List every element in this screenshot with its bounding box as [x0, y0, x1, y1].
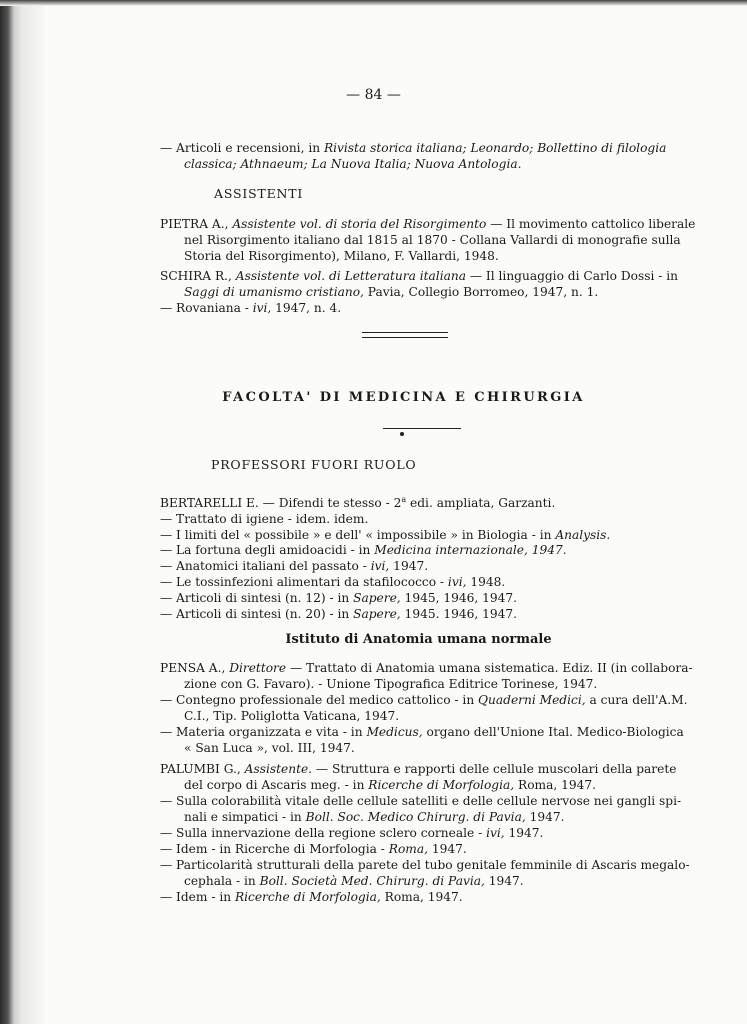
- bertarelli-line: [160, 543, 685, 559]
- text-span: ivi,: [252, 301, 272, 315]
- text-span: — Trattato di Anatomia umana sistematica. Ediz. II (in collabora-: [286, 661, 693, 675]
- text-span: — Sulla colorabilità vitale delle cellule satelliti e delle cellule nervose nei gangli spi-: [160, 794, 682, 808]
- text-span: Ricerche di Morfologia,: [234, 890, 381, 904]
- bertarelli-line: [160, 528, 685, 544]
- faculty-title: FACOLTA' DI MEDICINA E CHIRURGIA: [222, 390, 585, 405]
- text-span: Medicina internazionale, 1947.: [374, 543, 567, 558]
- text-span: — Rovaniana -: [160, 301, 253, 315]
- entry-articoli: [160, 141, 709, 173]
- text-span: classica; Athnaeum; La Nuova Italia; Nuova Antologia.: [184, 156, 522, 171]
- text-span: PALUMBI G.,: [160, 762, 245, 776]
- text-span: PIETRA A.,: [160, 217, 233, 231]
- entry-palumbi: [160, 762, 709, 794]
- bertarelli-line: [160, 607, 685, 623]
- text-span: 1947.: [504, 826, 544, 840]
- text-span: — Trattato di igiene - idem. idem.: [160, 511, 369, 526]
- text-span: 1945, 1946, 1947.: [400, 590, 517, 605]
- entry-palumbi-idem: [160, 842, 709, 858]
- text-span: PENSA A.,: [160, 661, 230, 675]
- text-span: ivi,: [486, 826, 505, 840]
- bertarelli-line: [160, 559, 685, 575]
- text-span: 1948.: [466, 575, 506, 590]
- text-span: edi. ampliata, Garzanti.: [406, 496, 556, 511]
- text-span: 1947.: [484, 873, 524, 888]
- text-span: — Idem - in: [160, 890, 235, 904]
- heading-professori-fuori-ruolo: PROFESSORI FUORI RUOLO: [211, 457, 417, 472]
- text-span: Storia del Risorgimento), Milano, F. Vallardi, 1948.: [184, 248, 499, 263]
- text-span: 1947.: [525, 809, 565, 824]
- text-span: — Le tossinfezioni alimentari da stafilococco -: [160, 575, 448, 590]
- text-span: nali e simpatici - in: [184, 809, 306, 824]
- text-span: organo dell'Unione Ital. Medico-Biologica: [422, 725, 684, 739]
- text-span: — La fortuna degli amidoacidi - in: [160, 543, 375, 558]
- entry-palumbi-idem-2: [160, 890, 709, 906]
- text-span: 1945. 1946, 1947.: [400, 606, 517, 621]
- text-span: Assistente.: [244, 762, 313, 776]
- text-span: cephala - in: [184, 873, 260, 888]
- entry-schira: [160, 269, 709, 301]
- text-span: Boll. Soc. Medico Chirurg. di Pavia,: [305, 809, 526, 824]
- text-span: a cura dell'A.M.: [585, 693, 688, 707]
- text-span: Saggi di umanismo cristiano,: [184, 284, 364, 299]
- text-span: 1947, n. 4.: [271, 301, 342, 315]
- text-span: Ricerche di Morfologia,: [368, 777, 515, 792]
- text-span: Boll. Società Med. Chirurg. di Pavia,: [259, 873, 485, 888]
- text-span: Analysis.: [555, 527, 611, 542]
- text-span: — Idem - in Ricerche di Morfologia -: [160, 842, 389, 856]
- text-span: — Il linguaggio di Carlo Dossi - in: [466, 269, 679, 283]
- bertarelli-line: [160, 591, 685, 607]
- text-span: Quaderni Medici,: [478, 693, 586, 707]
- text-span: C.I., Tip. Poliglotta Vaticana, 1947.: [184, 708, 400, 723]
- text-span: — Particolarità strutturali della parete del tubo genitale femminile di Ascaris megalo-: [160, 858, 690, 872]
- text-span: — Struttura e rapporti delle cellule muscolari della parete: [312, 762, 677, 776]
- text-span: Pavia, Collegio Borromeo, 1947, n. 1.: [363, 284, 599, 299]
- istituto-title: Istituto di Anatomia umana normale: [285, 632, 552, 647]
- text-span: — Materia organizzata e vita - in: [160, 725, 367, 739]
- text-span: Sapere,: [353, 590, 401, 605]
- text-span: Medicus,: [366, 725, 423, 739]
- text-span: — Articoli di sintesi (n. 20) - in: [160, 606, 354, 621]
- text-span: Rivista storica italiana; Leonardo; Bollettino di filologia: [323, 141, 667, 155]
- text-span: — Il movimento cattolico liberale: [486, 217, 696, 231]
- bertarelli-line: [160, 512, 685, 528]
- text-span: Roma,: [388, 842, 428, 856]
- text-span: SCHIRA R.,: [160, 269, 236, 283]
- heading-assistenti: ASSISTENTI: [214, 186, 304, 201]
- entry-pietra: [160, 217, 709, 264]
- entry-palumbi-innervazione: [160, 826, 709, 842]
- text-span: — Sulla innervazione della regione sclero corneale -: [160, 826, 487, 840]
- entry-pensa: [160, 661, 709, 693]
- text-span: — Articoli e recensioni, in: [160, 141, 324, 155]
- text-span: zione con G. Favaro). - Unione Tipografica Editrice Torinese, 1947.: [184, 676, 598, 691]
- entry-pensa-materia: [160, 725, 709, 757]
- text-span: Roma, 1947.: [380, 890, 463, 904]
- entry-pensa-contegno: [160, 693, 709, 725]
- text-span: BERTARELLI E. — Difendi te stesso - 2: [160, 496, 402, 511]
- text-span: 1947.: [389, 559, 429, 574]
- text-span: ivi,: [370, 559, 390, 574]
- text-span: Roma, 1947.: [514, 777, 596, 792]
- entry-rovaniana: [160, 301, 685, 317]
- text-span: ivi,: [447, 575, 467, 590]
- superscript: a: [401, 495, 407, 504]
- text-span: « San Luca », vol. III, 1947.: [184, 740, 355, 755]
- page-number: — 84 —: [346, 87, 401, 103]
- text-span: — I limiti del « possibile » e dell' « impossibile » in Biologia - in: [160, 527, 556, 542]
- text-span: Assistente vol. di storia del Risorgimento: [232, 217, 487, 231]
- text-span: — Articoli di sintesi (n. 12) - in: [160, 590, 354, 605]
- text-span: Direttore: [229, 661, 287, 675]
- entry-palumbi-colorabilita: [160, 794, 709, 826]
- entry-palumbi-particolarita: [160, 858, 709, 890]
- rule-divider: [383, 428, 461, 429]
- bullet-dot-icon: [400, 432, 404, 436]
- text-span: nel Risorgimento italiano dal 1815 al 1870 - Collana Vallardi di monografie sulla: [184, 232, 681, 247]
- text-span: — Anatomici italiani del passato -: [160, 559, 371, 574]
- text-span: Assistente vol. di Letteratura italiana: [235, 269, 466, 283]
- bertarelli-line: [160, 492, 685, 512]
- text-span: 1947.: [427, 842, 467, 856]
- bertarelli-line: [160, 575, 685, 591]
- text-span: — Contegno professionale del medico cattolico - in: [160, 693, 479, 707]
- entry-bertarelli: [160, 492, 685, 622]
- text-span: Sapere,: [353, 606, 401, 621]
- double-rule-divider: [362, 332, 448, 338]
- text-span: del corpo di Ascaris meg. - in: [184, 777, 369, 792]
